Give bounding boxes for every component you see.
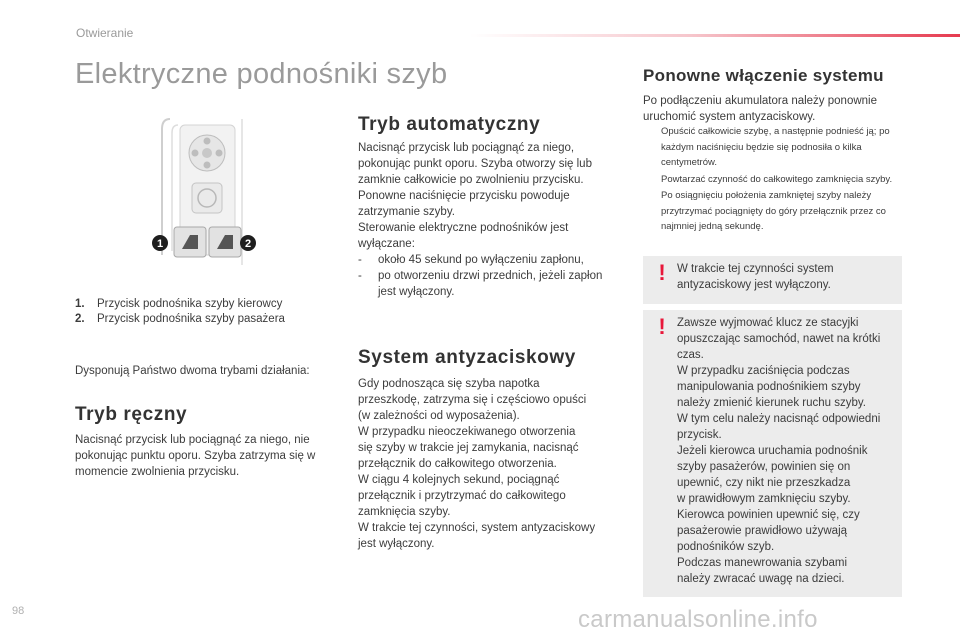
window-switch-panel-icon xyxy=(152,115,262,270)
callout-1: 1 xyxy=(156,238,164,250)
list-item: Po osiągnięciu położenia zamkniętej szyby należy przytrzymać pociągnięty do góry przełącznik przez co najmniej jedną sekundę. xyxy=(643,188,905,235)
bullet-icon xyxy=(643,124,661,171)
auto-mode-text: Nacisnąć przycisk lub pociągnąć za niego, pokonując punkt oporu. Szyba otworzy się lub zamknie całkowicie po zwolnieniu przycisku. Ponowne naciśnięcie przycisku powoduje zatrzymanie szyby. Sterowanie elektryczne podnośników jest wyłączane: - około 45 sekund po wyłączeniu zapłonu, - po otworzeniu drzwi przednich, jeżeli zapłon jest wyłączony. xyxy=(358,140,623,300)
legend-item: 1. Przycisk podnośnika szyby kierowcy xyxy=(75,298,283,310)
warning-icon: ! xyxy=(658,314,666,339)
list-item: Opuścić całkowicie szybę, a następnie podnieść ją; po każdym naciśnięciu będzie się podnosiła o kilka centymetrów. xyxy=(643,124,905,171)
manual-mode-text: Nacisnąć przycisk lub pociągnąć za niego, nie pokonując punktu oporu. Szyba zatrzyma się w momencie zwolnienia przycisku. xyxy=(75,434,316,478)
figure-legend xyxy=(75,297,335,327)
page-title: Elektryczne podnośniki szyb xyxy=(75,58,448,90)
warning-text: W trakcie tej czynności system antyzaciskowy jest wyłączony. xyxy=(677,263,834,291)
reset-heading: Ponowne włączenie systemu xyxy=(643,66,884,85)
callout-2: 2 xyxy=(244,238,252,250)
warning-box xyxy=(643,310,902,597)
section-header: Otwieranie xyxy=(76,26,134,40)
intro-text: Dysponują Państwo dwoma trybami działania: xyxy=(75,365,310,377)
manual-mode-heading: Tryb ręczny xyxy=(75,404,188,425)
watermark: carmanualsonline.info xyxy=(578,606,818,633)
bullet-icon xyxy=(643,172,661,188)
reset-steps xyxy=(643,124,905,236)
antipinch-heading: System antyzaciskowy xyxy=(358,347,576,368)
legend-item: 2. Przycisk podnośnika szyby pasażera xyxy=(75,313,285,325)
warning-text: Zawsze wyjmować klucz ze stacyjki opuszczając samochód, nawet na krótki czas. W przypadku zaciśnięcia podczas manipulowania podnośnikiem szyby należy zmienić kierunek ruchu szyby. W tym celu należy nacisnąć odpowiedni przycisk. Jeżeli kierowca uruchamia podnośnik szyby pasażerów, powinien się on upewnić, czy nikt nie przeszkadza w prawidłowym zamknięciu szyby. Kierowca powinien upewnić się, czy pasażerowie prawidłowo używają podnośników szyb. Podczas manewrowania szybami należy zwracać uwagę na dzieci. xyxy=(677,317,881,585)
header-gradient-bar xyxy=(470,34,960,37)
warning-box xyxy=(643,256,902,304)
reset-text: Po podłączeniu akumulatora należy ponownie uruchomić system antyzaciskowy. xyxy=(643,95,877,123)
antipinch-text: Gdy podnosząca się szyba napotka przeszkodę, zatrzyma się i częściowo opuści (w zależności od wyposażenia). W przypadku nieoczekiwanego otworzenia się szyby w trakcie jej zamykania, nacisnąć przełącznik do całkowitego otworzenia. W ciągu 4 kolejnych sekund, pociągnąć przełącznik i przytrzymać do całkowitego zamknięcia szyby. W trakcie tej czynności, system antyzaciskowy jest wyłączony. xyxy=(358,378,596,550)
warning-icon: ! xyxy=(658,260,666,285)
list-item: Powtarzać czynność do całkowitego zamknięcia szyby. xyxy=(643,172,905,188)
list-item: - około 45 sekund po wyłączeniu zapłonu, xyxy=(358,254,584,266)
page-number: 98 xyxy=(12,605,25,617)
bullet-icon xyxy=(643,188,661,235)
auto-mode-heading: Tryb automatyczny xyxy=(358,114,541,135)
list-item: - po otworzeniu drzwi przednich, jeżeli zapłon jest wyłączony. xyxy=(358,270,603,298)
